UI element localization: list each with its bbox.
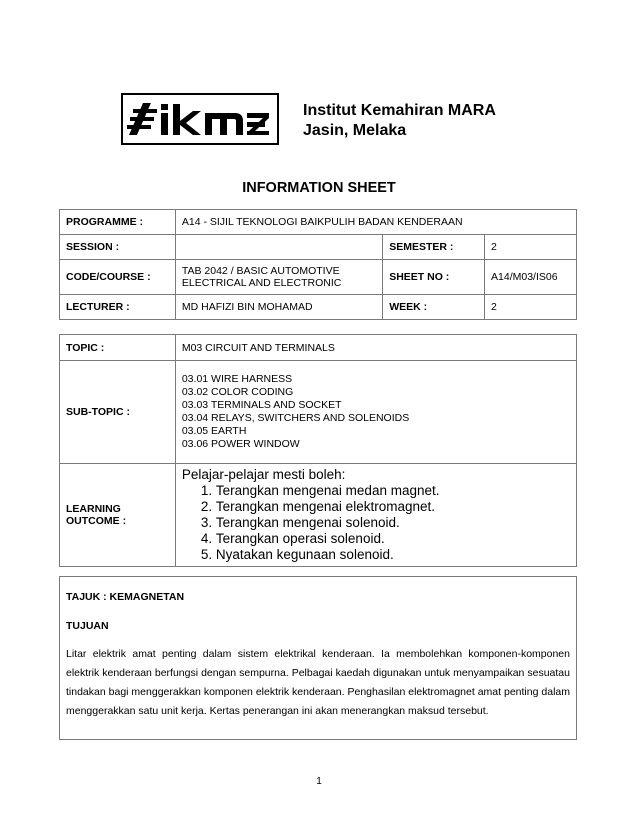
sheet-no-label: SHEET NO : xyxy=(383,260,485,295)
content-cell xyxy=(60,577,577,740)
code-value-line-1: TAB 2042 / BASIC AUTOMOTIVE xyxy=(181,265,340,277)
topic-value: M03 CIRCUIT AND TERMINALS xyxy=(175,335,576,361)
logo-text: ikm xyxy=(123,95,125,96)
page-number: 1 xyxy=(316,776,322,787)
code-value-line-2: ELECTRICAL AND ELECTRONIC xyxy=(181,277,342,289)
week-value: 2 xyxy=(485,295,577,320)
programme-row xyxy=(60,210,577,235)
content-paragraph: Litar elektrik amat penting dalam sistem elektrikal kenderaan. Ia membolehkan komponen-komponen elektrik kenderaan berfungsi dengan sempurna. Pelbagai kaedah digunakan untuk menyampaikan sesuatau tindakan bagi menggerakkan komponen elektrik kenderaan. Penghasilan elektromagnet amat penting dalam menggerakkan satu unit kerja. Kertas penerangan ini akan menerangkan maksud tersebut. xyxy=(66,648,570,717)
outcome-label xyxy=(60,464,176,567)
institute-line-2: Jasin, Melaka xyxy=(303,122,407,139)
tajuk-heading: TAJUK : KEMAGNETAN xyxy=(66,591,185,603)
code-row xyxy=(60,260,577,295)
sheet-title: INFORMATION SHEET xyxy=(242,180,396,196)
institute-name xyxy=(303,101,496,141)
subtopic-item: 03.06 POWER WINDOW xyxy=(181,438,300,450)
programme-label: PROGRAMME : xyxy=(60,210,176,235)
sheet-no-value: A14/M03/IS06 xyxy=(485,260,577,295)
outcome-item: 2. Terangkan mengenai elektromagnet. xyxy=(216,499,570,515)
lecturer-label: LECTURER : xyxy=(60,295,176,320)
subtopic-item: 03.02 COLOR CODING xyxy=(181,386,294,398)
code-value xyxy=(175,260,382,295)
semester-label: SEMESTER : xyxy=(383,235,485,260)
outcome-content xyxy=(175,464,576,567)
outcome-item: 4. Terangkan operasi solenoid. xyxy=(216,531,570,547)
ikm-logo xyxy=(121,93,279,145)
subtopic-item: 03.01 WIRE HARNESS xyxy=(181,373,293,385)
info-table xyxy=(59,209,577,320)
content-box xyxy=(59,576,577,740)
topic-table xyxy=(59,334,577,567)
outcome-item: 3. Terangkan mengenai solenoid. xyxy=(216,515,570,531)
code-label: CODE/COURSE : xyxy=(60,260,176,295)
session-row xyxy=(60,235,577,260)
session-label: SESSION : xyxy=(60,235,176,260)
subtopic-item: 03.05 EARTH xyxy=(181,425,247,437)
week-label: WEEK : xyxy=(383,295,485,320)
outcome-intro: Pelajar-pelajar mesti boleh: xyxy=(181,467,346,482)
semester-value: 2 xyxy=(485,235,577,260)
ikm-logo-graphic xyxy=(123,95,277,143)
lecturer-value: MD HAFIZI BIN MOHAMAD xyxy=(175,295,382,320)
outcome-label-line-2: OUTCOME : xyxy=(66,515,127,527)
subtopic-item: 03.04 RELAYS, SWITCHERS AND SOLENOIDS xyxy=(181,412,410,424)
subtopic-row xyxy=(60,361,577,464)
subtopic-list xyxy=(175,361,576,464)
outcome-item: 1. Terangkan mengenai medan magnet. xyxy=(216,483,570,499)
outcome-row xyxy=(60,464,577,567)
session-value xyxy=(175,235,382,260)
topic-row xyxy=(60,335,577,361)
outcome-item: 5. Nyatakan kegunaan solenoid. xyxy=(216,547,570,563)
programme-value: A14 - SIJIL TEKNOLOGI BAIKPULIH BADAN KENDERAAN xyxy=(175,210,576,235)
subtopic-item: 03.03 TERMINALS AND SOCKET xyxy=(181,399,342,411)
lecturer-row xyxy=(60,295,577,320)
institute-line-1: Institut Kemahiran MARA xyxy=(303,102,496,119)
subtopic-label: SUB-TOPIC : xyxy=(60,361,176,464)
outcome-list xyxy=(182,483,570,563)
outcome-label-line-1: LEARNING xyxy=(66,503,121,515)
topic-label: TOPIC : xyxy=(60,335,176,361)
tujuan-heading: TUJUAN xyxy=(66,620,109,632)
